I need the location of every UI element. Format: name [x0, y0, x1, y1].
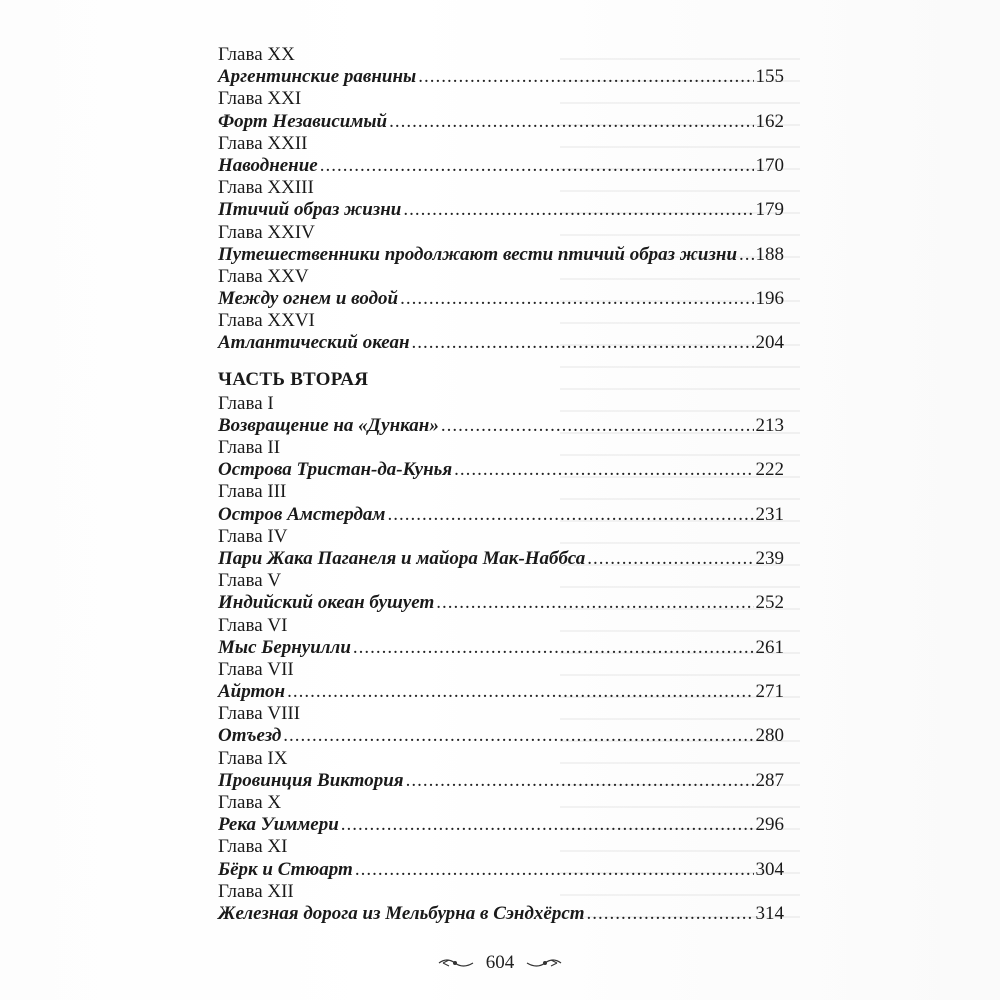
dot-leader [355, 859, 754, 881]
toc-entry [218, 415, 784, 437]
chapter-page-number: 231 [755, 503, 784, 525]
dot-leader [341, 814, 754, 836]
chapter-number: Глава I [218, 392, 274, 414]
dot-leader [587, 903, 754, 925]
toc-entry [218, 770, 784, 792]
part-two-list [218, 393, 784, 926]
toc-entry [218, 859, 784, 881]
chapter-title: Отъезд [218, 725, 282, 747]
dot-leader [739, 244, 753, 266]
chapter-title: Аргентинские равнины [218, 66, 417, 88]
dot-leader [389, 111, 753, 133]
toc-entry [218, 548, 784, 570]
chapter-page-number: 280 [755, 725, 784, 747]
ornament-left-icon [437, 953, 475, 975]
chapter-number: Глава V [218, 570, 282, 592]
chapter-number: Глава VII [218, 658, 294, 680]
chapter-page-number: 204 [755, 332, 784, 354]
chapter-title: Путешественники продолжают вести птичий образ жизни [218, 243, 738, 265]
chapter-number: Глава VIII [218, 703, 301, 725]
chapter-title: Птичий образ жизни [218, 199, 402, 221]
chapter-page-number: 155 [755, 66, 784, 88]
table-of-contents [218, 44, 784, 925]
toc-entry [218, 903, 784, 925]
dot-leader [587, 548, 753, 570]
dot-leader [320, 155, 754, 177]
toc-entry [218, 244, 784, 266]
chapter-number: Глава XX [218, 44, 295, 65]
page-footer [0, 952, 1000, 975]
toc-entry [218, 332, 784, 354]
toc-entry [218, 111, 784, 133]
chapter-page-number: 213 [755, 414, 784, 436]
toc-entry [218, 681, 784, 703]
chapter-page-number: 222 [755, 459, 784, 481]
toc-entry [218, 66, 784, 88]
chapter-number: Глава IX [218, 747, 288, 769]
toc-entry [218, 814, 784, 836]
toc-entry [218, 637, 784, 659]
chapter-page-number: 188 [755, 243, 784, 265]
chapter-title: Остров Амстердам [218, 503, 386, 525]
chapter-title: Возвращение на «Дункан» [218, 414, 439, 436]
chapter-page-number: 170 [755, 154, 784, 176]
chapter-title: Мыс Бернуилли [218, 636, 351, 658]
dot-leader [418, 66, 753, 88]
chapter-page-number: 271 [755, 681, 784, 703]
chapter-number: Глава II [218, 437, 281, 458]
chapter-title: Между огнем и водой [218, 288, 399, 310]
chapter-title: Бёрк и Стюарт [218, 858, 353, 880]
chapter-number: Глава XI [218, 836, 288, 858]
chapter-title: Форт Независимый [218, 110, 388, 132]
chapter-number: Глава X [218, 792, 282, 813]
chapter-title: Острова Тристан-да-Кунья [218, 459, 453, 481]
page-number: 604 [485, 952, 515, 973]
part-one-list [218, 44, 784, 355]
dot-leader [287, 681, 753, 703]
chapter-page-number: 261 [755, 636, 784, 658]
chapter-title: Айртон [218, 681, 286, 703]
toc-entry [218, 592, 784, 614]
dot-leader [406, 770, 754, 792]
chapter-page-number: 252 [755, 592, 784, 614]
toc-entry [218, 725, 784, 747]
chapter-page-number: 179 [755, 199, 784, 221]
chapter-title: Индийский океан бушует [218, 592, 435, 614]
chapter-number: Глава XXVI [218, 310, 315, 332]
chapter-number: Глава VI [218, 614, 288, 636]
toc-entry [218, 459, 784, 481]
dot-leader [454, 459, 753, 481]
chapter-number: Глава XXIII [218, 177, 314, 199]
dot-leader [387, 504, 753, 526]
dot-leader [353, 637, 754, 659]
chapter-title: Провинция Виктория [218, 769, 404, 791]
chapter-page-number: 314 [755, 902, 784, 924]
dot-leader [441, 415, 754, 437]
part-two-heading: ЧАСТЬ ВТОРАЯ [218, 368, 369, 390]
chapter-page-number: 162 [755, 110, 784, 132]
chapter-page-number: 287 [755, 769, 784, 791]
toc-entry [218, 504, 784, 526]
chapter-number: Глава XXII [218, 132, 308, 154]
chapter-number: Глава XII [218, 880, 294, 902]
toc-entry [218, 199, 784, 221]
chapter-title: Наводнение [218, 154, 318, 176]
chapter-page-number: 296 [755, 814, 784, 836]
chapter-title: Река Уиммери [218, 814, 339, 836]
chapter-number: Глава III [218, 481, 287, 503]
dot-leader [400, 288, 753, 310]
chapter-number: Глава XXV [218, 265, 309, 287]
dot-leader [412, 332, 754, 354]
toc-entry [218, 155, 784, 177]
chapter-title: Пари Жака Паганеля и майора Мак-Наббса [218, 547, 586, 569]
toc-entry [218, 288, 784, 310]
chapter-page-number: 304 [755, 858, 784, 880]
dot-leader [283, 725, 753, 747]
chapter-number: Глава XXIV [218, 221, 315, 243]
chapter-page-number: 196 [755, 288, 784, 310]
dot-leader [403, 199, 753, 221]
dot-leader [436, 592, 753, 614]
ornament-right-icon [525, 953, 563, 975]
chapter-number: Глава IV [218, 525, 288, 547]
chapter-title: Атлантический океан [218, 332, 410, 354]
chapter-number: Глава XXI [218, 88, 302, 110]
chapter-title: Железная дорога из Мельбурна в Сэндхёрст [218, 902, 585, 924]
chapter-page-number: 239 [755, 547, 784, 569]
